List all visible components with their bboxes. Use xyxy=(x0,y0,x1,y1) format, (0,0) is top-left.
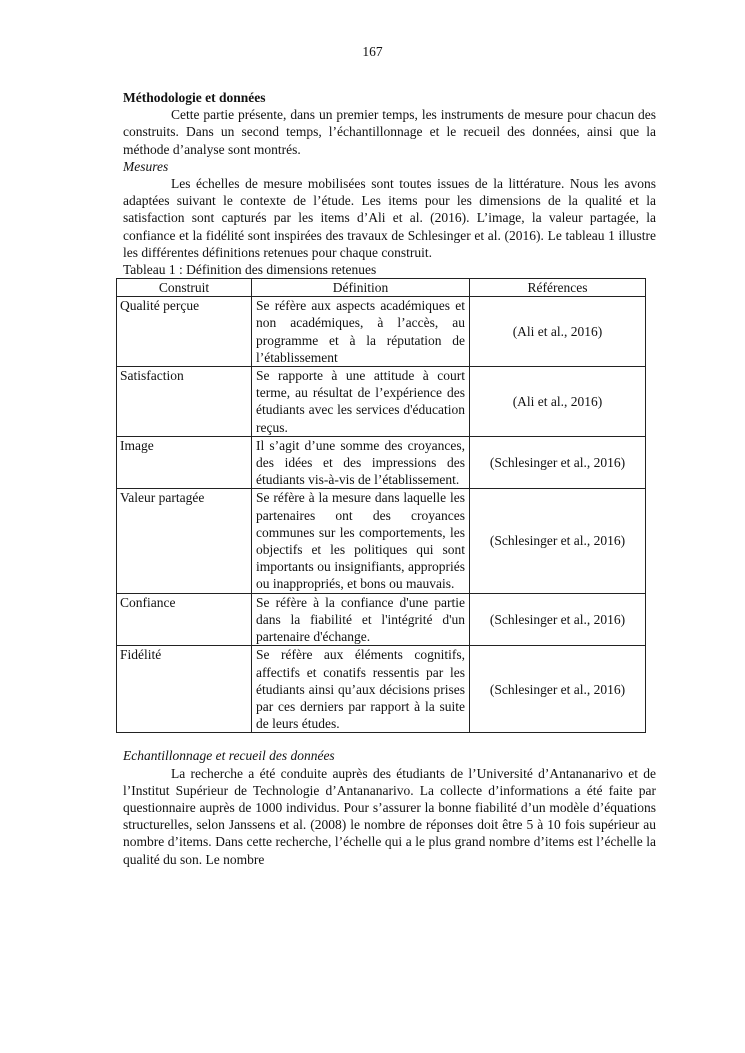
table-caption: Tableau 1 : Définition des dimensions retenues xyxy=(123,262,377,278)
cell-definition: Se réfère à la mesure dans laquelle les partenaires ont des croyances communes sur les comportements, les objectifs et les politiques qui sont importants ou insignifiants, appropriés ou inappropriés, et bons ou mauvais. xyxy=(252,489,470,593)
cell-reference: (Schlesinger et al., 2016) xyxy=(470,646,646,733)
cell-construit: Valeur partagée xyxy=(117,489,252,593)
table-row xyxy=(117,436,646,489)
cell-definition: Il s’agit d’une somme des croyances, des idées et des impressions des étudiants vis-à-vis de l’établissement. xyxy=(252,436,470,489)
table-row xyxy=(117,646,646,733)
table-row xyxy=(117,593,646,646)
header-definition: Définition xyxy=(252,279,470,297)
cell-reference: (Schlesinger et al., 2016) xyxy=(470,436,646,489)
cell-reference: (Ali et al., 2016) xyxy=(470,367,646,437)
definitions-table xyxy=(116,278,646,733)
cell-construit: Image xyxy=(117,436,252,489)
cell-construit: Fidélité xyxy=(117,646,252,733)
table-header-row xyxy=(117,279,646,297)
table-row xyxy=(117,367,646,437)
cell-reference: (Schlesinger et al., 2016) xyxy=(470,593,646,646)
cell-reference: (Ali et al., 2016) xyxy=(470,297,646,367)
table-row xyxy=(117,489,646,593)
cell-definition: Se réfère à la confiance d'une partie dans la fiabilité et l'intégrité d'un partenaire d'échange. xyxy=(252,593,470,646)
table-row xyxy=(117,297,646,367)
header-references: Références xyxy=(470,279,646,297)
subheading-echantillonnage: Echantillonnage et recueil des données xyxy=(123,748,335,764)
echantillonnage-paragraph: La recherche a été conduite auprès des étudiants de l’Université d’Antananarivo et de l’Institut Supérieur de Technologie d’Antananarivo. La collecte d’informations a été faite par questionnaire auprès de 1000 individus. Pour s’assurer la bonne fiabilité d’un modèle d’équations structurelles, selon Janssens et al. (2008) le nombre de réponses doit être 5 à 10 fois supérieur au nombre d’items. Dans cette recherche, l’échelle qui a le plus grand nombre d’items est l’échelle la qualité du son. Le nombre xyxy=(123,765,656,867)
mesures-paragraph: Les échelles de mesure mobilisées sont toutes issues de la littérature. Nous les avons adaptées suivant le contexte de l’étude. Les items pour les dimensions de la qualité et la satisfaction sont capturés par les items d’Ali et al. (2016). L’image, la valeur partagée, la confiance et la fidélité sont inspirées des travaux de Schlesinger et al. (2016). Le tableau 1 illustre les différentes définitions retenues pour chaque construit. xyxy=(123,176,656,260)
cell-construit: Satisfaction xyxy=(117,367,252,437)
header-construit: Construit xyxy=(117,279,252,297)
cell-definition: Se réfère aux aspects académiques et non académiques, à l’accès, au programme et à la réputation de l’établissement xyxy=(252,297,470,367)
spacer xyxy=(123,733,656,747)
cell-construit: Qualité perçue xyxy=(117,297,252,367)
subheading-mesures: Mesures xyxy=(123,158,169,174)
section-title: Méthodologie et données xyxy=(123,90,266,105)
intro-paragraph: Cette partie présente, dans un premier temps, les instruments de mesure pour chacun des construits. Dans un second temps, l’échantillonnage et le recueil des données, ainsi que la méthode d’analyse sont montrés. xyxy=(123,107,656,157)
cell-definition: Se réfère aux éléments cognitifs, affectifs et conatifs ressentis par les étudiants ainsi qu’aux décisions prises par ces derniers par rapport à la suite de leurs études. xyxy=(252,646,470,733)
page-number: 167 xyxy=(362,44,383,59)
cell-reference: (Schlesinger et al., 2016) xyxy=(470,489,646,593)
cell-construit: Confiance xyxy=(117,593,252,646)
page-content xyxy=(120,89,656,868)
cell-definition: Se rapporte à une attitude à court terme, au résultat de l’expérience des étudiants avec les services d'éducation reçus. xyxy=(252,367,470,437)
